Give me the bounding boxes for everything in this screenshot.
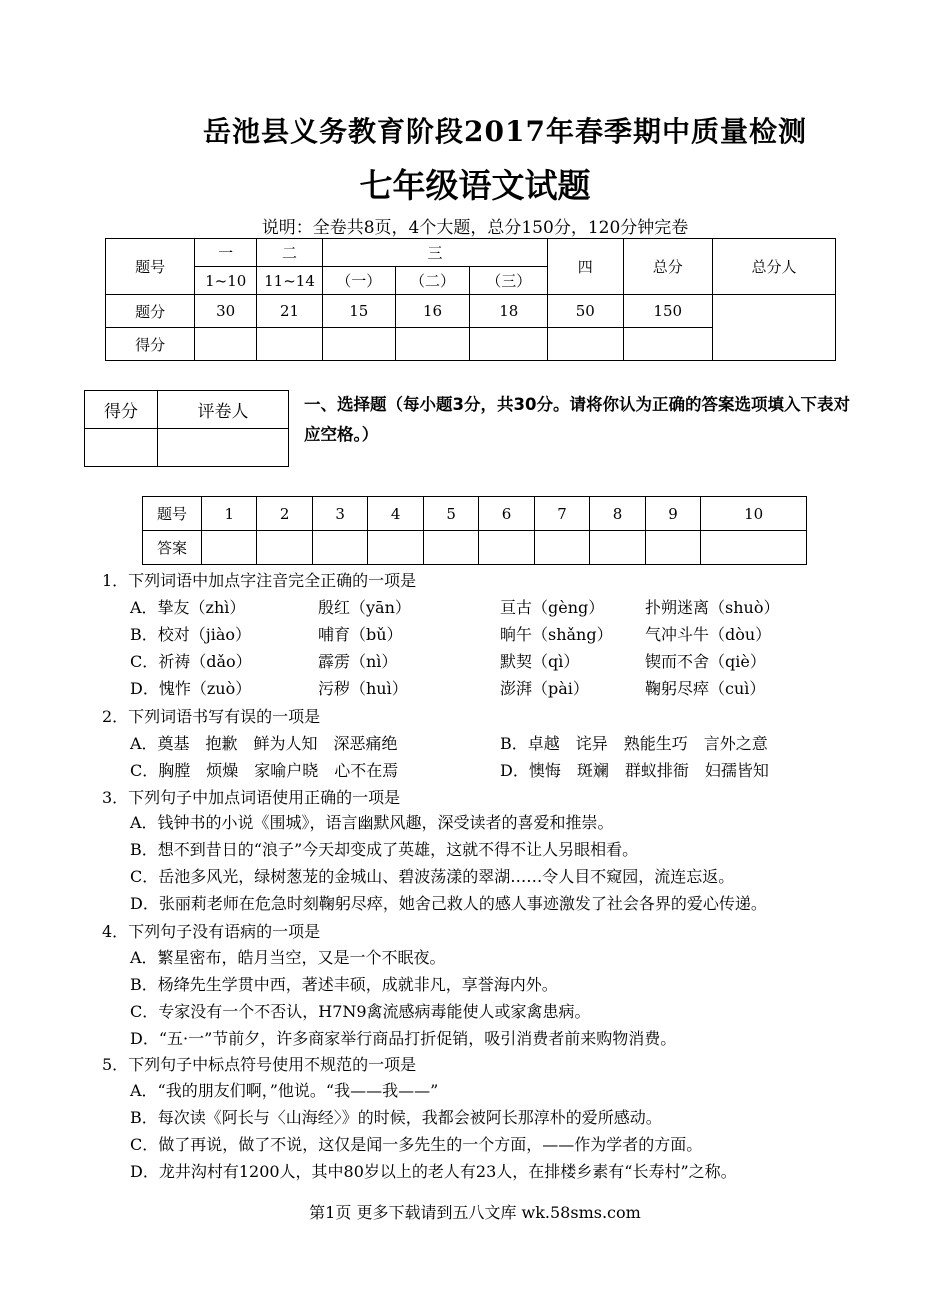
q3-option: C．岳池多风光，绿树葱茏的金城山、碧波荡漾的翠湖……令人目不窥园，流连忘返。 [130, 867, 735, 886]
ans-num: 1 [202, 497, 257, 531]
cell-sub1: 1~10 [195, 267, 257, 295]
ans-num: 10 [701, 497, 807, 531]
ans-num: 2 [257, 497, 312, 531]
ans-cell [202, 531, 257, 565]
cell-v5: 18 [470, 295, 548, 328]
ans-cell [423, 531, 478, 565]
cell-blank [548, 328, 623, 361]
q5-option: C．做了再说，做了不说，这仅是闻一多先生的一个方面，——作为学者的方面。 [130, 1135, 703, 1154]
cell-total: 总分 [623, 239, 712, 295]
q3-option: A．钱钟书的小说《围城》，语言幽默风趣，深受读者的喜爱和推崇。 [130, 813, 614, 832]
ans-num-label: 题号 [143, 497, 202, 531]
grader-reviewer-label: 评卷人 [158, 391, 289, 429]
ans-label: 答案 [143, 531, 202, 565]
q1-option: 霹雳（nì） [318, 652, 398, 671]
grader-table [84, 390, 289, 467]
cell-blank [470, 328, 548, 361]
ans-num: 7 [534, 497, 589, 531]
cell-blank [395, 328, 470, 361]
cell-v6: 50 [548, 295, 623, 328]
q1-option: 锲而不舍（qiè） [645, 652, 766, 671]
q2-option: A．奠基 抱歉 鲜为人知 深恶痛绝 [130, 734, 398, 753]
q4-option: A．繁星密布，皓月当空，又是一个不眠夜。 [130, 948, 446, 967]
q2-option: D．懊悔 斑斓 群蚁排衙 妇孺皆知 [500, 761, 769, 780]
q1-option: 晌午（shǎng） [500, 625, 613, 644]
section-title: 一、选择题（每小题3分，共30分。请将你认为正确的答案选项填入下表对应空格。） [304, 395, 850, 444]
ans-cell [257, 531, 312, 565]
cell-group2: 二 [257, 239, 323, 267]
q5-option: A．“我的朋友们啊，”他说。“我——我——” [130, 1081, 439, 1100]
q1-stem: 1．下列词语中加点字注音完全正确的一项是 [102, 571, 417, 590]
q1-option: D．愧怍（zuò） [130, 679, 252, 698]
ans-cell [312, 531, 367, 565]
ans-num: 9 [645, 497, 700, 531]
ans-num: 8 [590, 497, 645, 531]
q1-option: 鞠躬尽瘁（cuì） [645, 679, 766, 698]
cell-scorer: 总分人 [712, 239, 835, 295]
q4-option: D．“五·一”节前夕，许多商家举行商品打折促销，吸引消费者前来购物消费。 [130, 1029, 677, 1048]
cell-defen: 得分 [106, 328, 195, 361]
cell-scorer-blank [712, 295, 835, 361]
ans-num: 6 [479, 497, 534, 531]
cell-v4: 16 [395, 295, 470, 328]
q1-option: 哺育（bǔ） [318, 625, 403, 644]
cell-blank [623, 328, 712, 361]
q1-option: C．祈祷（dǎo） [130, 652, 252, 671]
cell-blank [158, 429, 289, 467]
cell-sub2: 11~14 [257, 267, 323, 295]
ans-cell [534, 531, 589, 565]
cell-v3: 15 [322, 295, 395, 328]
ans-num: 3 [312, 497, 367, 531]
ans-cell [368, 531, 423, 565]
cell-sub3b: （二） [395, 267, 470, 295]
cell-group1: 一 [195, 239, 257, 267]
q2-option: C．胸膛 烦燥 家喻户晓 心不在焉 [130, 761, 399, 780]
cell-blank [322, 328, 395, 361]
exam-title: 岳池县义务教育阶段2017年春季期中质量检测 [203, 115, 807, 148]
ans-cell [701, 531, 807, 565]
cell-blank [85, 429, 158, 467]
q1-option: A．挚友（zhì） [130, 598, 246, 617]
q1-option: 污秽（huì） [318, 679, 408, 698]
q1-option: B．校对（jiào） [130, 625, 252, 644]
score-table [105, 238, 836, 361]
q1-option: 殷红（yān） [318, 598, 411, 617]
q1-option: 扑朔迷离（shuò） [645, 598, 780, 617]
answer-table [142, 496, 807, 565]
q4-option: B．杨绛先生学贯中西，著述丰硕，成就非凡，享誉海内外。 [130, 975, 558, 994]
exam-instructions: 说明：全卷共8页，4个大题，总分150分，120分钟完卷 [261, 218, 689, 238]
cell-tihao: 题号 [106, 239, 195, 295]
cell-group4: 四 [548, 239, 623, 295]
cell-v2: 21 [257, 295, 323, 328]
q4-option: C．专家没有一个不否认，H7N9禽流感病毒能使人或家禽患病。 [130, 1002, 591, 1021]
q5-stem: 5．下列句子中标点符号使用不规范的一项是 [102, 1055, 417, 1074]
cell-group3: 三 [322, 239, 547, 267]
ans-num: 4 [368, 497, 423, 531]
cell-blank [195, 328, 257, 361]
q1-option: 澎湃（pài） [500, 679, 589, 698]
q3-option: D．张丽莉老师在危急时刻鞠躬尽瘁，她舍己救人的感人事迹激发了社会各界的爱心传递。 [130, 894, 767, 913]
cell-v7: 150 [623, 295, 712, 328]
cell-blank [257, 328, 323, 361]
q2-option: B．卓越 诧异 熟能生巧 言外之意 [500, 734, 768, 753]
q3-option: B．想不到昔日的“浪子”今天却变成了英雄，这就不得不让人另眼相看。 [130, 840, 639, 859]
ans-num: 5 [423, 497, 478, 531]
cell-v1: 30 [195, 295, 257, 328]
cell-sub3a: （一） [322, 267, 395, 295]
ans-cell [590, 531, 645, 565]
cell-sub3c: （三） [470, 267, 548, 295]
q5-option: D．龙井沟村有1200人，其中80岁以上的老人有23人，在排楼乡素有“长寿村”之称。 [130, 1162, 737, 1181]
q2-stem: 2．下列词语书写有误的一项是 [102, 707, 321, 726]
q4-stem: 4．下列句子没有语病的一项是 [102, 922, 321, 941]
q1-option: 气冲斗牛（dòu） [645, 625, 772, 644]
q1-option: 亘古（gèng） [500, 598, 605, 617]
q5-option: B．每次读《阿长与〈山海经〉》的时候，我都会被阿长那淳朴的爱所感动。 [130, 1108, 662, 1127]
ans-cell [479, 531, 534, 565]
page-footer: 第1页 更多下载请到五八文库 wk.58sms.com [309, 1203, 641, 1222]
grader-score-label: 得分 [85, 391, 158, 429]
q3-stem: 3．下列句子中加点词语使用正确的一项是 [102, 788, 401, 807]
q1-option: 默契（qì） [500, 652, 580, 671]
cell-tifen: 题分 [106, 295, 195, 328]
ans-cell [645, 531, 700, 565]
exam-subtitle: 七年级语文试题 [359, 166, 591, 205]
